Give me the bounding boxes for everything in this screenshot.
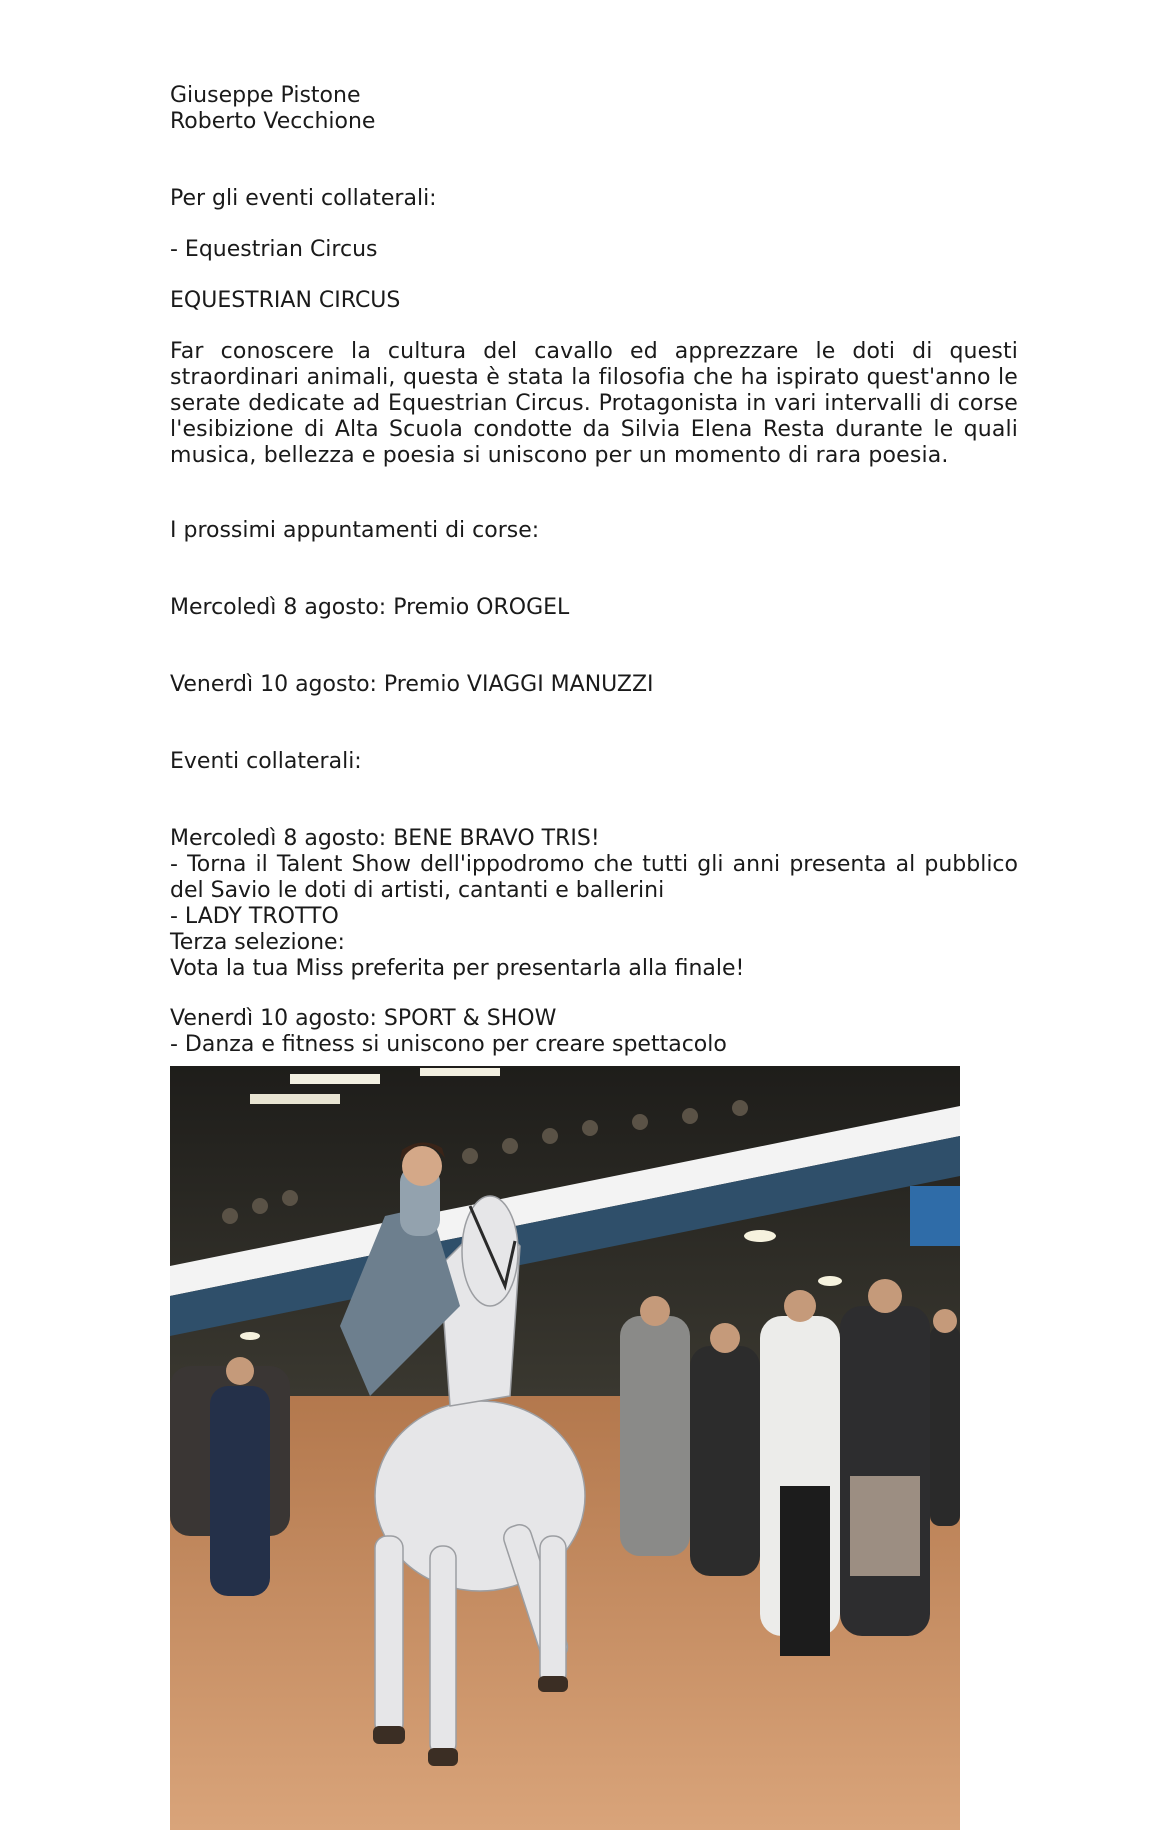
event-description: - Torna il Talent Show dell'ippodromo che tutti gli anni presenta al pubblico del Savio le doti di artisti, cantanti e ballerini	[170, 852, 1018, 903]
collateral-item: - Equestrian Circus	[170, 237, 378, 262]
paragraph: Far conoscere la cultura del cavallo ed apprezzare le doti di questi straordinari animali, questa è stata la filosofia che ha ispirato quest'anno le serate dedicate ad Equestrian Circus. Protagonista in vari intervalli di corse l'esibizione di Alta Scuola condotte da Silvia Elena Resta durante le quali musica, bellezza e poesia si uniscono per un momento di rara poesia.	[170, 339, 1018, 468]
author-name: Roberto Vecchione	[170, 109, 376, 134]
race-item: Venerdì 10 agosto: Premio VIAGGI MANUZZI	[170, 672, 654, 697]
authors-block	[170, 83, 1018, 135]
event-description: Terza selezione:	[170, 930, 345, 955]
section-title: EQUESTRIAN CIRCUS	[170, 288, 401, 313]
event-block	[170, 1006, 1018, 1058]
event-block	[170, 826, 1018, 982]
event-title: Mercoledì 8 agosto: BENE BRAVO TRIS!	[170, 826, 600, 851]
author-name: Giuseppe Pistone	[170, 83, 361, 108]
event-photo	[170, 1066, 960, 1830]
event-description: Vota la tua Miss preferita per presentarla alla finale!	[170, 956, 745, 981]
race-item: Mercoledì 8 agosto: Premio OROGEL	[170, 595, 570, 620]
event-description: - LADY TROTTO	[170, 904, 339, 929]
races-heading: I prossimi appuntamenti di corse:	[170, 518, 540, 543]
collateral-intro: Per gli eventi collaterali:	[170, 186, 437, 211]
horse-rider-photo	[170, 1066, 960, 1830]
event-description: - Danza e fitness si uniscono per creare spettacolo	[170, 1032, 727, 1057]
event-title: Venerdì 10 agosto: SPORT & SHOW	[170, 1006, 557, 1031]
events-heading: Eventi collaterali:	[170, 749, 362, 774]
